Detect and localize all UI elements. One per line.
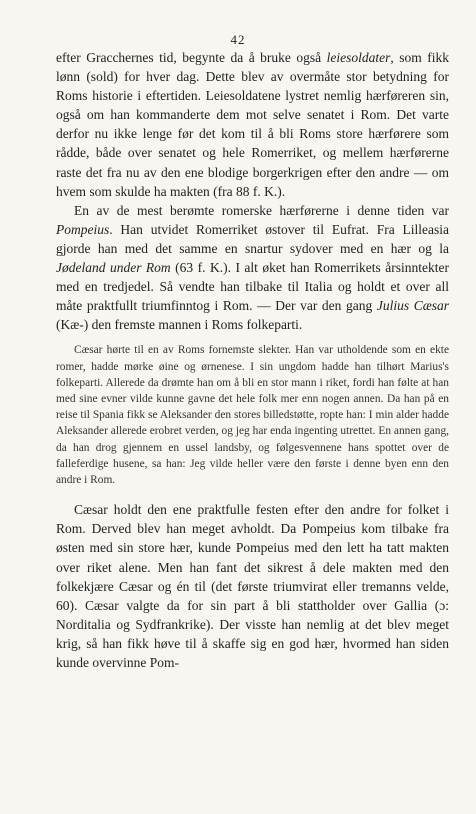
text-run: En av de mest berømte romerske hærførerne i denne tiden var [74,202,449,218]
italic-term: Julius Cæsar [376,298,449,314]
text-run: , som fikk lønn (sold) for hver dag. Dette blev av overmåte stor betydning for Roms historie i eftertiden. Leiesoldatene lystret nemlig hærføreren sin, også om han kommanderte dem mot selve senatet i Rom. Det varte derfor nu ikke lenge før det kom til å bli Roms store hærførere som rådde, både over senatet og hele Romerriket, og mellem hærførerne raste det fra nu av den ene blodige borgerkrigen efter den andre — om hvem som skulde ha makten (fra 88 f. K.). [56,50,449,199]
italic-term: Pompeius [56,221,110,237]
italic-term: Jødeland under Rom [56,260,171,276]
paragraph-triumvirat [56,500,449,672]
paragraph-pompeius [56,201,449,335]
paragraph-caesar-note [56,342,449,488]
text-run: . Han utvidet Romerriket østover til Eufrat. Fra Lilleasia gjorde han med det samme en snartur sydover med en hær og la [56,221,449,256]
italic-term: leiesoldater [326,50,391,65]
text-run: Cæsar holdt den ene praktfulle festen efter den andre for folket i Rom. Derved blev han meget avholdt. Da Pompeius kom tilbake fra østen med sin store hær, kunde Pompeius med den lett ha tatt makten over riket alene. Men han fant det sikrest å dele makten med den folkekjære Cæsar og én til (det første triumvirat eller tremanns velde, 60). Cæsar valgte da for sin part å bli stattholder over Gallia (ɔ: Norditalia og Sydfrankrike). Der visste han nemlig at det blev meget krig, så han fikk høve til å skaffe sig en god hær, hvormed han siden kunde overvinne Pom- [56,502,449,670]
page-number: 42 [230,32,246,47]
text-run: Cæsar hørte til en av Roms fornemste slekter. Han var utholdende som en ekte romer, hadde mørke øine og ørnenese. I sin ungdom hadde han tilhørt Marius's folkeparti. Allerede da drømte han om å bli en stor mann i riket, fordi han følte at han med sine evner vilde kunne gavne det hele folk mer enn nogen annen. Da han på en reise til Spania fikk se Aleksander den stores billedstøtte, ropte han: I min alder hadde Aleksander allerede erobret verden, og jeg har enda ingenting utrettet. En annen gang, da han drog gjennem en ussel landsby, og følgesvennene hans spottet over de falleferdige husene, sa han: Jeg vilde heller være den første i denne byen enn den andre i Rom. [56,344,449,487]
page-body [56,48,449,672]
text-run: (63 f. K.). I alt øket han Romerrikets årsinntekter med en tredjedel. Så vendte han tilbake til Italia og holdt et over all måte praktfullt triumfinntog i Rom. — Der var den gang [56,260,450,314]
paragraph-leiesoldater [56,48,449,201]
text-run: (Kæ-) den fremste mannen i Roms folkeparti. [56,317,303,333]
text-run: efter Gracchernes tid, begynte da å bruke også [56,50,327,65]
